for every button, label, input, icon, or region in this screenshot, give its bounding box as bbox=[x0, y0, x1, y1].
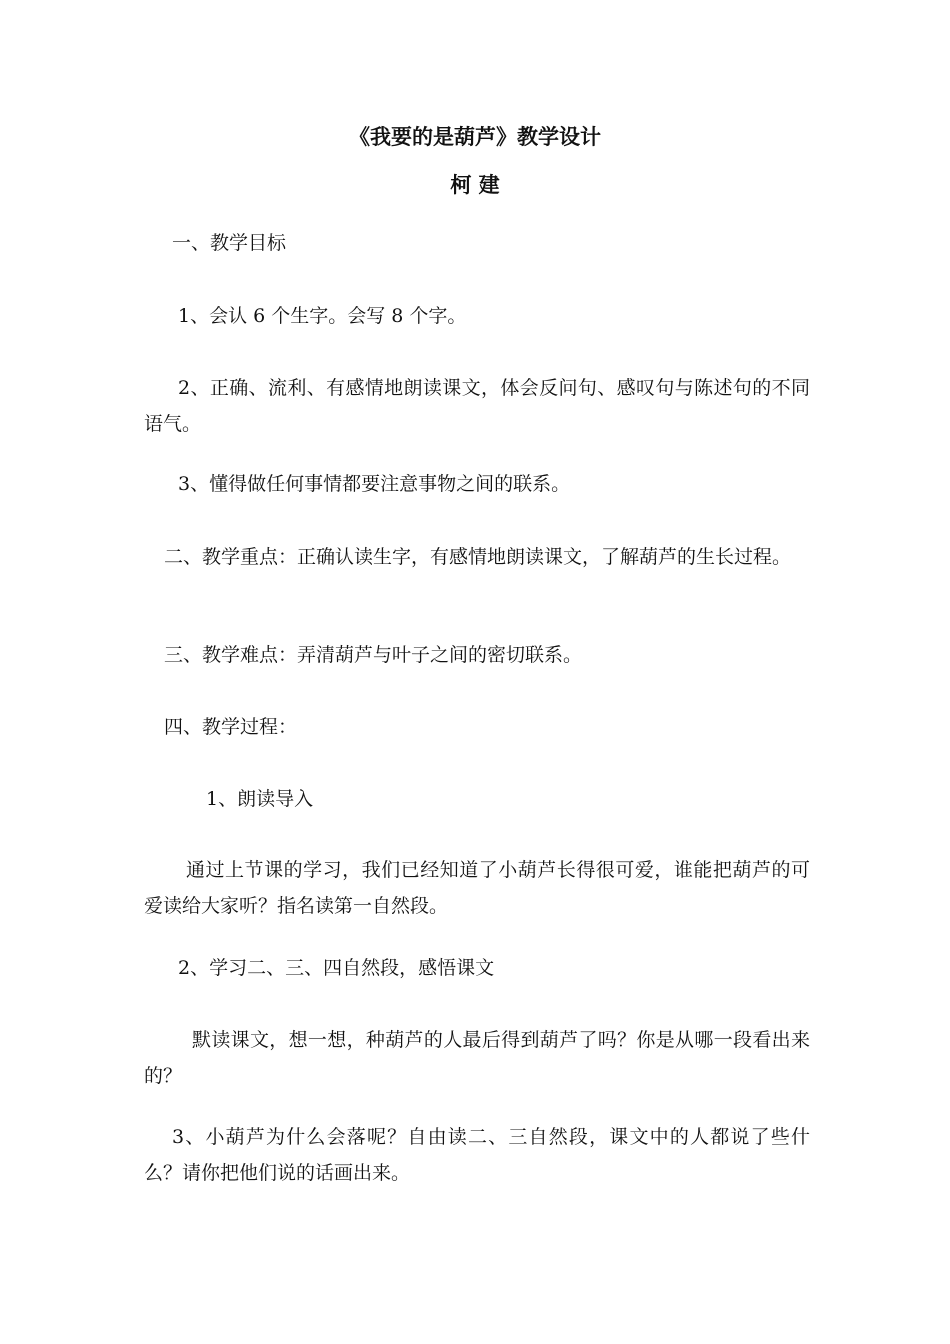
step-2-text: 默读课文，想一想，种葫芦的人最后得到葫芦了吗？你是从哪一段看出来的？ bbox=[144, 1029, 810, 1087]
process-heading: 四、教学过程： bbox=[164, 716, 298, 738]
objective-1: 1、会认 6 个生字。会写 8 个字。 bbox=[178, 305, 467, 327]
difficulties: 三、教学难点：弄清葫芦与叶子之间的密切联系。 bbox=[164, 644, 583, 666]
document-title: 《我要的是葫芦》教学设计 bbox=[349, 124, 601, 149]
step-3-text: 3、小葫芦为什么会落呢？自由读二、三自然段，课文中的人都说了些什么？请你把他们说的话画出来。 bbox=[144, 1126, 810, 1184]
objective-3: 3、懂得做任何事情都要注意事物之间的联系。 bbox=[178, 473, 571, 495]
document-author: 柯 建 bbox=[450, 172, 500, 197]
step-1-heading: 1、朗读导入 bbox=[206, 788, 314, 810]
step-2-heading: 2、学习二、三、四自然段，感悟课文 bbox=[178, 957, 495, 979]
step-1-text: 通过上节课的学习，我们已经知道了小葫芦长得很可爱，谁能把葫芦的可爱读给大家听？指名读第一自然段。 bbox=[144, 859, 810, 917]
key-points: 二、教学重点：正确认读生字，有感情地朗读课文，了解葫芦的生长过程。 bbox=[164, 546, 792, 568]
objectives-heading: 一、教学目标 bbox=[172, 232, 287, 254]
objective-2: 2、正确、流利、有感情地朗读课文，体会反问句、感叹句与陈述句的不同语气。 bbox=[144, 377, 810, 435]
